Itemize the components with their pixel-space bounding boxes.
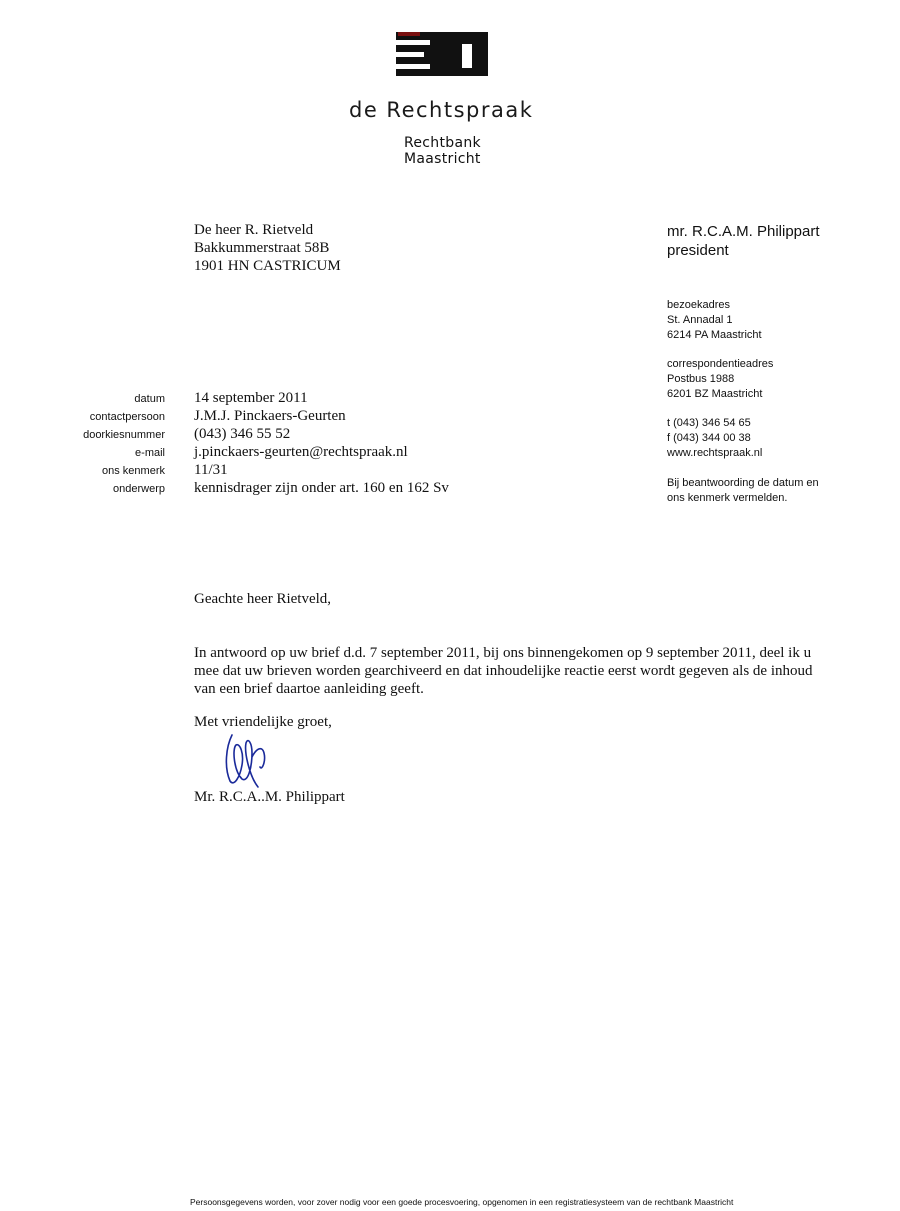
meta-label-phone: doorkiesnummer xyxy=(83,429,165,441)
meta-value-email[interactable]: j.pinckaers-geurten@rechtspraak.nl xyxy=(194,444,408,460)
mail-address-label: correspondentieadres xyxy=(667,358,774,370)
privacy-footer: Persoonsgegevens worden, voor zover nodig voor een goede procesvoering, opgenomen in een registratiesysteem van de rechtbank Maastricht xyxy=(190,1197,734,1207)
reply-note-line1: Bij beantwoording de datum en xyxy=(667,477,819,489)
brand-name: de Rechtspraak xyxy=(349,98,534,122)
mail-box: Postbus 1988 xyxy=(667,373,735,385)
meta-value-date: 14 september 2011 xyxy=(194,390,308,406)
visit-street: St. Annadal 1 xyxy=(667,314,733,326)
recipient-city: 1901 HN CASTRICUM xyxy=(194,258,341,274)
court-name: Rechtbank xyxy=(404,135,481,151)
meta-label-reference: ons kenmerk xyxy=(102,465,165,477)
meta-value-subject: kennisdrager zijn onder art. 160 en 162 Sv xyxy=(194,480,449,496)
sender-name: mr. R.C.A.M. Philippart xyxy=(667,223,820,240)
sender-role: president xyxy=(667,242,729,259)
signature xyxy=(222,727,270,789)
court-location: Maastricht xyxy=(404,151,481,167)
visit-city: 6214 PA Maastricht xyxy=(667,329,762,341)
meta-label-subject: onderwerp xyxy=(113,483,165,495)
salutation: Geachte heer Rietveld, xyxy=(194,591,332,607)
body-paragraph-line1: In antwoord op uw brief d.d. 7 september 2011, bij ons binnengekomen op 9 september 2011, deel ik u xyxy=(194,645,812,661)
meta-label-contact: contactpersoon xyxy=(89,411,165,423)
meta-label-email: e-mail xyxy=(135,447,165,459)
rechtspraak-logo-icon xyxy=(394,30,490,78)
body-paragraph-line3: van een brief daartoe aanleiding geeft. xyxy=(194,681,424,697)
closing: Met vriendelijke groet, xyxy=(194,714,332,730)
fax-number: f (043) 344 00 38 xyxy=(667,432,751,444)
body-paragraph-line2: mee dat uw brieven worden gearchiveerd en dat inhoudelijke reactie eerst wordt gegeven als de inhoud xyxy=(194,663,813,679)
meta-value-contact: J.M.J. Pinckaers-Geurten xyxy=(194,408,346,424)
website-link[interactable]: www.rechtspraak.nl xyxy=(667,447,763,459)
recipient-name: De heer R. Rietveld xyxy=(194,222,314,238)
mail-city: 6201 BZ Maastricht xyxy=(667,388,763,400)
meta-value-phone: (043) 346 55 52 xyxy=(194,426,291,442)
reply-note-line2: ons kenmerk vermelden. xyxy=(667,492,788,504)
visit-address-label: bezoekadres xyxy=(667,299,730,311)
phone-number: t (043) 346 54 65 xyxy=(667,417,751,429)
signatory-name: Mr. R.C.A..M. Philippart xyxy=(194,789,345,805)
recipient-street: Bakkummerstraat 58B xyxy=(194,240,330,256)
meta-label-date: datum xyxy=(134,393,165,405)
meta-value-reference: 11/31 xyxy=(194,462,228,478)
